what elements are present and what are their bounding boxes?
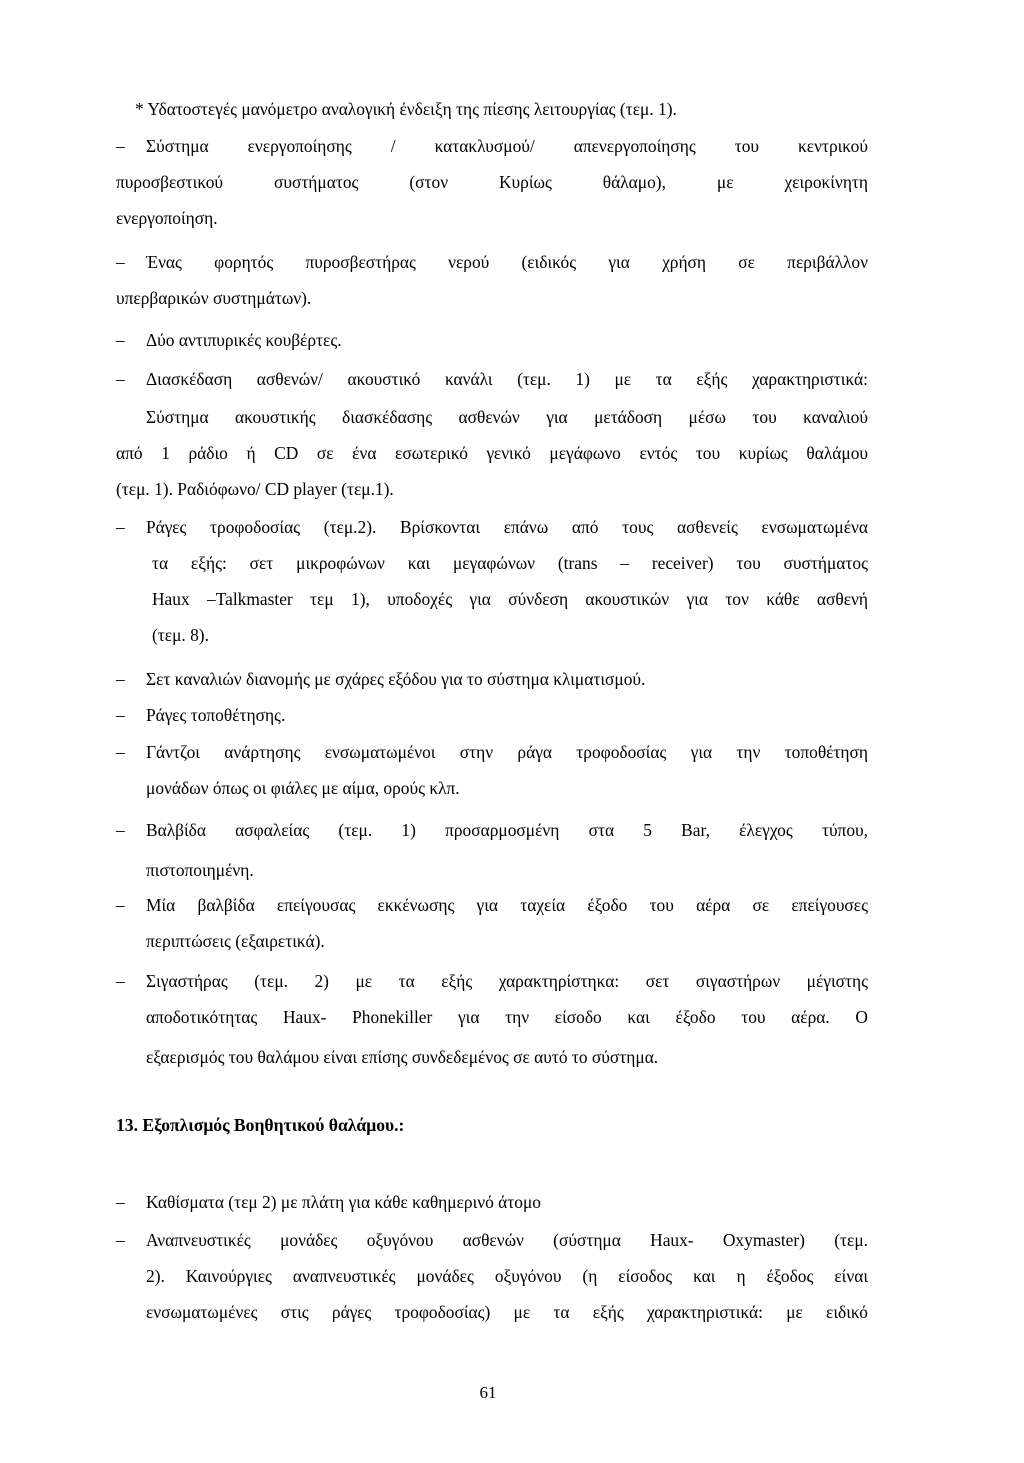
text-line: αποδοτικότητας Haux- Phonekiller για την είσοδο και έξοδο του αέρα. Ο xyxy=(146,1007,868,1027)
text-line: Μία βαλβίδα επείγουσας εκκένωσης για ταχεία έξοδο του αέρα σε επείγουσες xyxy=(146,895,868,915)
text-line: Βαλβίδα ασφαλείας (τεμ. 1) προσαρμοσμένη στα 5 Bar, έλεγχος τύπου, xyxy=(146,820,868,840)
text-line: Ένας φορητός πυροσβεστήρας νερού (ειδικός για χρήση σε περιβάλλον xyxy=(146,252,868,272)
text-line: Αναπνευστικές μονάδες οξυγόνου ασθενών (σύστημα Haux- Oxymaster) (τεμ. xyxy=(146,1230,868,1250)
text-line: ενσωματωμένες στις ράγες τροφοδοσίας) με τα εξής χαρακτηριστικά: με ειδικό xyxy=(146,1302,868,1322)
list-item-patient-entertainment xyxy=(116,361,868,507)
text-line: Καθίσματα (τεμ 2) με πλάτη για κάθε καθημερινό άτομο xyxy=(146,1192,541,1212)
text-line: πυροσβεστικού συστήματος (στον Κυρίως θάλαμο), με χειροκίνητη xyxy=(116,172,868,192)
list-item-silencer xyxy=(116,963,868,1075)
bullet-dash: – xyxy=(116,252,125,272)
list-item-fire-blankets xyxy=(116,322,868,358)
text-line: (τεμ. 8). xyxy=(152,625,209,645)
bullet-dash: – xyxy=(116,1192,125,1212)
text-line: Σετ καναλιών διανομής με σχάρες εξόδου για το σύστημα κλιματισμού. xyxy=(146,669,646,689)
bullet-dash: – xyxy=(116,820,125,840)
bullet-dash: – xyxy=(116,971,125,991)
bullet-dash: – xyxy=(116,895,125,915)
list-item-hanging-hooks xyxy=(116,734,868,806)
text-line: Σύστημα ενεργοποίησης / κατακλυσμού/ απενεργοποίησης του κεντρικού xyxy=(146,136,868,156)
bullet-dash: – xyxy=(116,705,125,725)
text-line: τα εξής: σετ μικροφώνων και μεγαφώνων (trans – receiver) του συστήματος xyxy=(152,553,868,573)
list-item-activation-system xyxy=(116,128,868,236)
bullet-dash: – xyxy=(116,517,125,537)
bullet-dash: – xyxy=(116,136,125,156)
text-line: Haux –Talkmaster τεμ 1), υποδοχές για σύνδεση ακουστικών για τον κάθε ασθενή xyxy=(152,589,868,609)
bullet-dash: – xyxy=(116,369,125,389)
list-item-mounting-rails xyxy=(116,697,868,733)
text-line: μονάδων όπως οι φιάλες με αίμα, ορούς κλπ. xyxy=(146,778,460,798)
text-line: (τεμ. 1). Ραδιόφωνο/ CD player (τεμ.1). xyxy=(116,479,394,499)
list-item-air-ducts xyxy=(116,661,868,697)
list-item-oxygen-units xyxy=(116,1222,868,1330)
text-line: υπερβαρικών συστημάτων). xyxy=(116,288,312,308)
text-line: εξαερισμός του θαλάμου είναι επίσης συνδεδεμένος σε αυτό το σύστημα. xyxy=(146,1047,659,1067)
text-line: Γάντζοι ανάρτησης ενσωματωμένοι στην ράγα τροφοδοσίας για την τοποθέτηση xyxy=(146,742,868,762)
text-line: Δύο αντιπυρικές κουβέρτες. xyxy=(146,330,342,350)
list-item-emergency-valve xyxy=(116,887,868,959)
text-line: Ράγες τροφοδοσίας (τεμ.2). Βρίσκονται επάνω από τους ασθενείς ενσωματωμένα xyxy=(146,517,868,537)
bullet-dash: – xyxy=(116,742,125,762)
list-item-safety-valve xyxy=(116,812,868,888)
section-heading: 13. Εξοπλισμός Βοηθητικού θαλάμου.: xyxy=(116,1115,405,1135)
text-line: πιστοποιημένη. xyxy=(146,860,254,880)
text-line: Διασκέδαση ασθενών/ ακουστικό κανάλι (τεμ. 1) με τα εξής χαρακτηριστικά: xyxy=(146,369,868,389)
text-line: Σύστημα ακουστικής διασκέδασης ασθενών για μετάδοση μέσω του καναλιού xyxy=(146,407,868,427)
text-line: 2). Καινούργιες αναπνευστικές μονάδες οξυγόνου (η είσοδος και η έξοδος είναι xyxy=(146,1266,868,1286)
text-line: από 1 ράδιο ή CD σε ένα εσωτερικό γενικό μεγάφωνο εντός του κυρίως θαλάμου xyxy=(116,443,868,463)
list-item-fire-extinguisher xyxy=(116,244,868,316)
bullet-dash: – xyxy=(116,1230,125,1250)
text-line: * Υδατοστεγές μανόμετρο αναλογική ένδειξη της πίεσης λειτουργίας (τεμ. 1). xyxy=(135,99,677,119)
text-line: περιπτώσεις (εξαιρετικά). xyxy=(146,931,325,951)
page-number: 61 xyxy=(479,1383,497,1402)
bullet-dash: – xyxy=(116,330,125,350)
text-line: Σιγαστήρας (τεμ. 2) με τα εξής χαρακτηρίστηκα: σετ σιγαστήρων μέγιστης xyxy=(146,971,868,991)
bullet-dash: – xyxy=(116,669,125,689)
text-line: Ράγες τοποθέτησης. xyxy=(146,705,286,725)
list-item-seats xyxy=(116,1184,868,1220)
list-item-supply-rails xyxy=(116,509,868,653)
text-line: ενεργοποίηση. xyxy=(116,208,218,228)
paragraph-hydrostatic-gauge xyxy=(135,91,875,127)
